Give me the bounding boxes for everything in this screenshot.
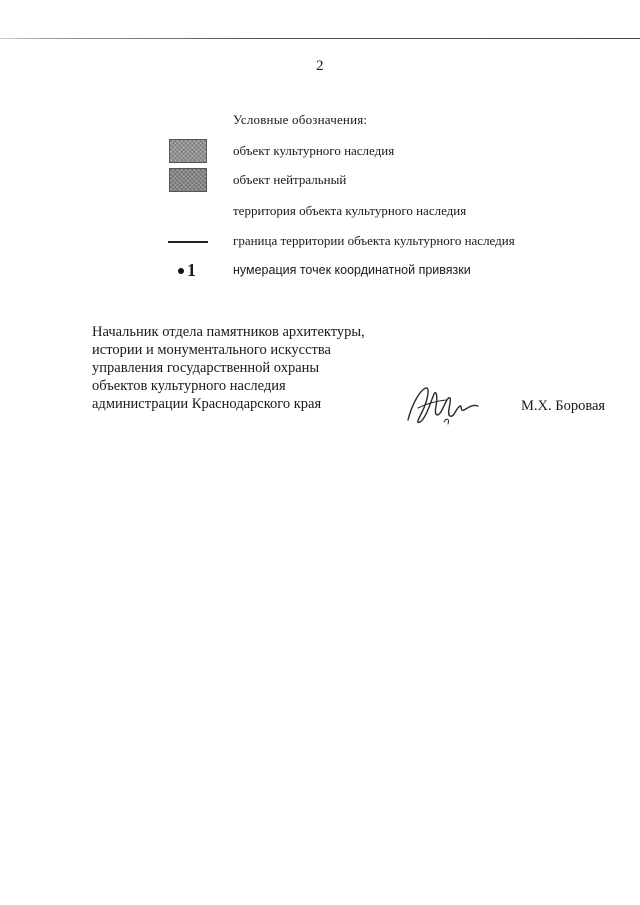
point-marker-icon bbox=[178, 258, 196, 282]
legend-item-heritage-territory bbox=[0, 199, 640, 223]
legend-item-territory-boundary bbox=[0, 229, 640, 253]
position-line: Начальник отдела памятников архитектуры, bbox=[92, 324, 365, 340]
hatched-swatch-icon bbox=[169, 168, 207, 192]
legend-title: Условные обозначения: bbox=[233, 112, 368, 127]
position-line: администрации Краснодарского края bbox=[92, 396, 322, 412]
signatory-position bbox=[92, 323, 365, 413]
legend-label: объект культурного наследия bbox=[233, 143, 395, 158]
legend-symbol-neutral bbox=[168, 168, 208, 192]
dot-icon bbox=[178, 268, 184, 274]
handwritten-signature-icon bbox=[402, 384, 482, 428]
legend-symbol-heritage bbox=[168, 139, 208, 163]
legend-label: нумерация точек координатной привязки bbox=[233, 263, 471, 277]
scan-edge-line bbox=[0, 38, 640, 39]
point-marker-number: 1 bbox=[187, 260, 196, 280]
legend-label: граница территории объекта культурного наследия bbox=[233, 233, 515, 248]
boundary-line-icon bbox=[168, 241, 208, 243]
position-line: объектов культурного наследия bbox=[92, 378, 286, 394]
legend-label: территория объекта культурного наследия bbox=[233, 203, 467, 218]
legend-symbol-boundary bbox=[168, 229, 208, 253]
position-line: истории и монументального искусства bbox=[92, 342, 331, 358]
position-line: управления государственной охраны bbox=[92, 360, 320, 376]
legend-item-neutral-object bbox=[0, 168, 640, 192]
signatory-name: М.Х. Боровая bbox=[521, 398, 606, 414]
legend-item-point-numbering bbox=[0, 258, 640, 282]
hatched-swatch-icon bbox=[169, 139, 207, 163]
legend-symbol-territory bbox=[168, 199, 208, 223]
page-number: 2 bbox=[316, 58, 324, 74]
legend-item-heritage-object bbox=[0, 139, 640, 163]
legend-symbol-point bbox=[168, 258, 208, 282]
legend-label: объект нейтральный bbox=[233, 172, 347, 187]
